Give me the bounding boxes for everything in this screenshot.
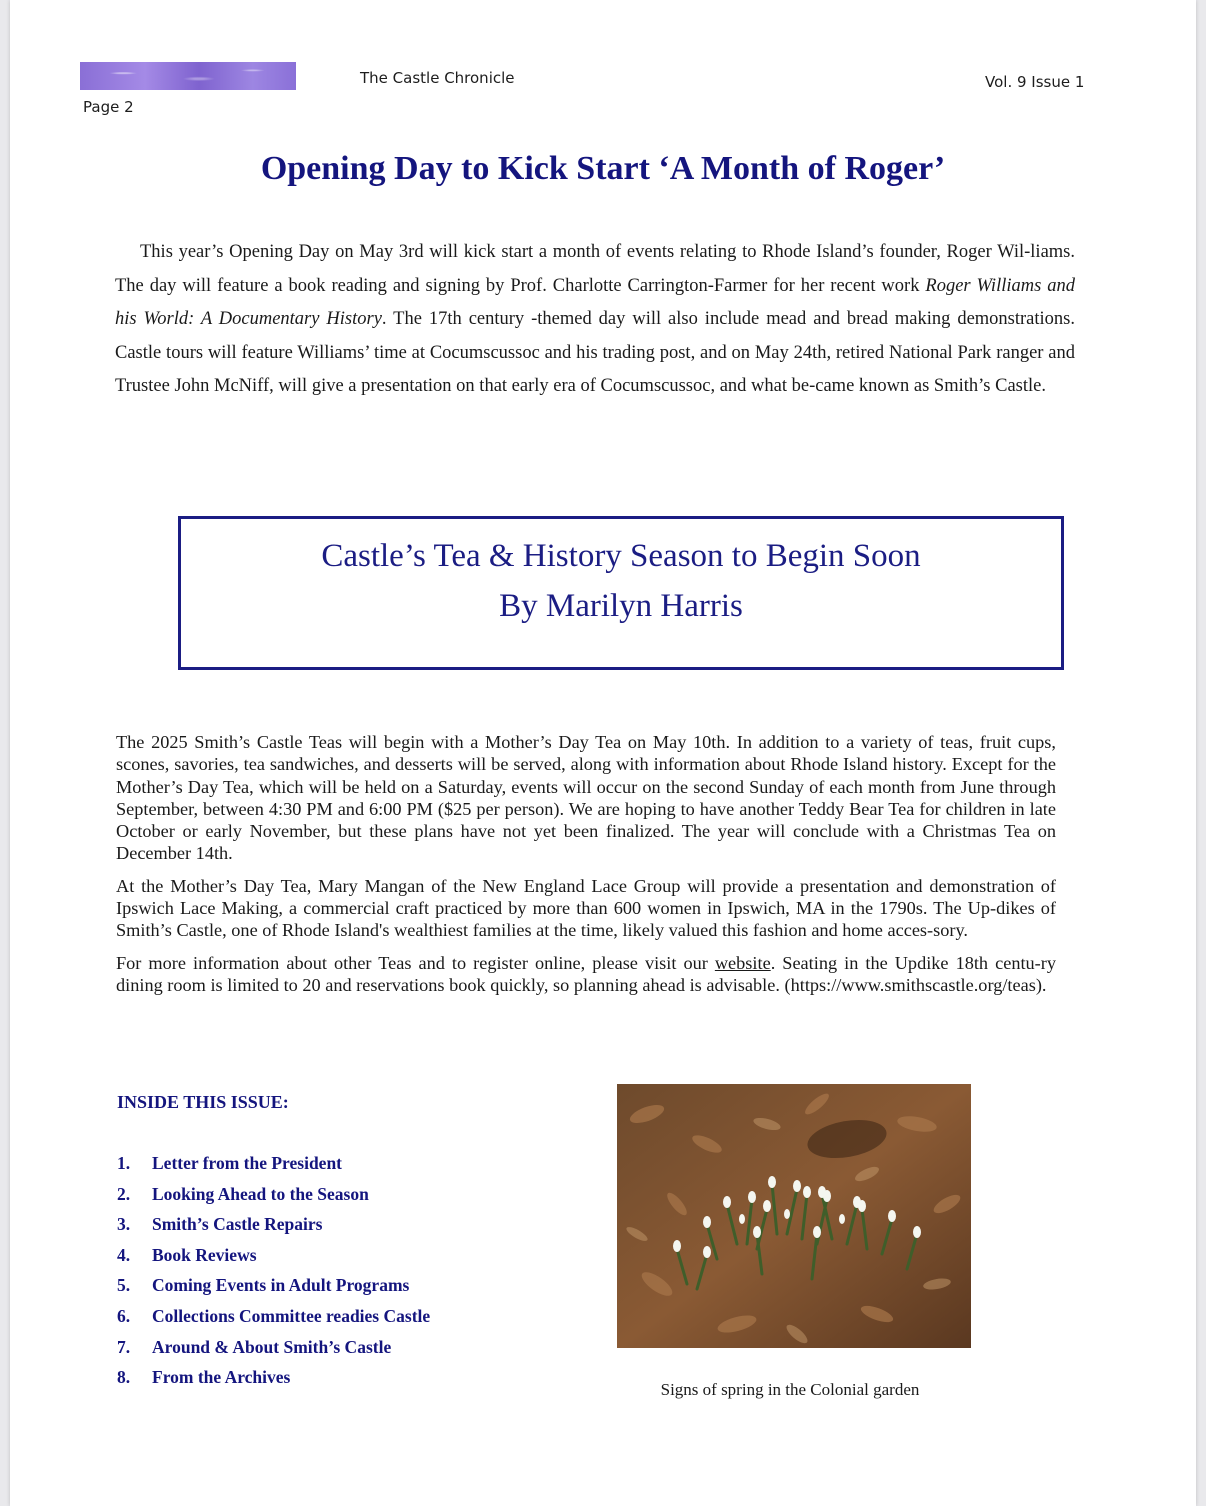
tea-article-title: Castle’s Tea & History Season to Begin Soon <box>321 538 921 574</box>
website-link[interactable]: website <box>714 952 771 973</box>
toc-item: 8. From the Archives <box>117 1367 291 1388</box>
tea-article-body <box>116 731 1056 1006</box>
toc-item: 1. Letter from the President <box>117 1153 343 1173</box>
toc-item: 4. Book Reviews <box>117 1244 257 1265</box>
book-title: Roger Williams and his World: A Documentary History <box>115 275 1075 330</box>
toc-item: 7. Around & About Smith’s Castle <box>117 1336 392 1357</box>
tea-article-title-box <box>178 516 1064 670</box>
photo-caption: Signs of spring in the Colonial garden <box>660 1380 920 1399</box>
table-of-contents <box>117 1153 430 1398</box>
toc-item: 3. Smith’s Castle Repairs <box>117 1214 323 1235</box>
article-headline: Opening Day to Kick Start ‘A Month of Roger’ <box>260 150 946 187</box>
toc-item: 2. Looking Ahead to the Season <box>117 1183 369 1204</box>
tea-paragraph-2: At the Mother’s Day Tea, Mary Mangan of the New England Lace Group will provide a presentation and demonstration of Ipswich Lace Making, a commercial craft practiced by more than 600 women in Ipswich, MA in the 1790s. The Up-dikes of Smith’s Castle, one of Rhode Island's wealthiest families at the time, likely valued this fashion and home acces-sory. <box>116 875 1056 941</box>
tea-paragraph-3: For more information about other Teas and to register online, please visit our website. Seating in the Updike 18th centu-ry dining room is limited to 20 and reservations book quickly, so planning ahead is advisable. (https://www.smithscastle.org/teas). <box>116 952 1056 995</box>
snowdrops-photo <box>617 1084 971 1348</box>
newsletter-page <box>10 0 1196 1506</box>
volume-issue: Vol. 9 Issue 1 <box>985 73 1085 91</box>
article-text-start: This year’s Opening Day on May 3rd will kick start a month of events relating to Rhode Island’s founder, Roger Wil-liams. The day will feature a book reading and signing by Prof. Charlotte Carrington-Farmer for her recent work <box>115 242 1075 296</box>
tea-paragraph-1: The 2025 Smith’s Castle Teas will begin with a Mother’s Day Tea on May 10th. In addition to a variety of teas, fruit cups, scones, savories, tea sandwiches, and desserts will be served, along with information about Rhode Island history. Except for the Mother’s Day Tea, which will be held on a Saturday, events will occur on the second Sunday of each month from June through September, between 4:30 PM and 6:00 PM ($25 per person). We are hoping to have another Teddy Bear Tea for children in late October or early November, but these plans have not yet been finalized. The year will conclude with a Christmas Tea on December 14th. <box>116 732 1056 864</box>
page-number: Page 2 <box>83 98 134 116</box>
toc-item: 5. Coming Events in Adult Programs <box>117 1275 410 1296</box>
tea-article-byline: By Marilyn Harris <box>499 588 743 624</box>
inside-issue-title: INSIDE THIS ISSUE: <box>117 1092 289 1112</box>
publication-name: The Castle Chronicle <box>360 69 515 87</box>
header-banner <box>80 62 296 90</box>
article-paragraph <box>115 236 1075 404</box>
article-text-end: . The 17th century -themed day will also include mead and bread making demonstrations. Castle tours will feature Williams’ time at Cocumscussoc and his trading post, and on May 24th, retired National Park ranger and Trustee John McNiff, will give a presentation on that early era of Cocumscussoc, and what be-came known as Smith’s Castle. <box>115 309 1075 397</box>
toc-item: 6. Collections Committee readies Castle <box>117 1305 431 1326</box>
